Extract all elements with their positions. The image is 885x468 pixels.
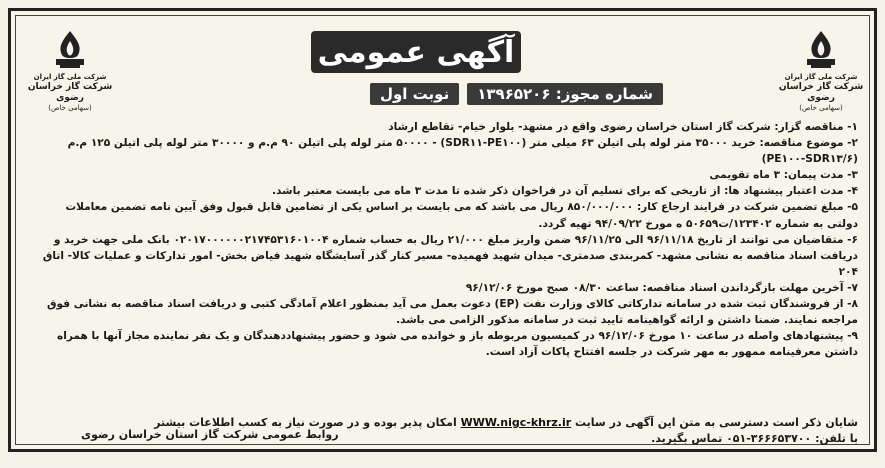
logo-line3: (سهامی خاص) [799, 104, 843, 112]
footer-phone: با تلفن: ۳۶۶۶۵۳۷۰۰-۰۵۱ تماس بگیرید. [651, 432, 858, 445]
logo-line3: (سهامی خاص) [48, 104, 92, 112]
announcement-sheet [8, 8, 877, 452]
item-6: ۶- متقاضیان می توانند از تاریخ ۹۶/۱۱/۱۸ الی ۹۶/۱۱/۲۵ ضمن واریز مبلغ ۲۱/۰۰۰ ریال به حساب شماره ۰۲۰۱۷۰۰۰۰۰۰۲۱۷۴۵۳۱۶۰۱۰۰۴ بانک ملی جهت خرید و دریافت اسناد مناقصه به نشانی مشهد- کمربندی صدمتری- میدان شهید فهمیده- مسیر کنار گذر آسایشگاه شهید فیاض بخش- امور تدارکات و عملیات کالا- اتاق ۲۰۴ [42, 233, 858, 278]
item-9: ۹- پیشنهادهای واصله در ساعت ۱۰ مورخ ۹۶/۱۲/۰۶ در کمیسیون مربوطه باز و خوانده می شود و حضور پیشنهاددهندگان و یک نفر نماینده مجاز آنها با همراه داشتن معرفینامه ممهور به مهر شرکت در جلسه افتتاح پاکات آزاد است. [56, 330, 858, 359]
item-5: ۵- مبلغ تضمین شرکت در فرایند ارجاع کار: ۸۵۰/۰۰۰/۰۰۰ ریال می باشد که می بایست بر اساس یکی از تضامین قابل قبول وفق آیین نامه تضمین معاملات دولتی به شماره ۱۲۳۴۰۲/ت۵۰۶۵۹ ه مورخ ۹۴/۰۹/۲۲ تهیه گردد. [65, 201, 858, 230]
permit-row [283, 81, 663, 107]
title-banner [311, 31, 521, 73]
permit-number: شماره مجوز: ۱۳۹۶۵۲۰۶ [467, 83, 663, 105]
item-4: ۴- مدت اعتبار پیشنهاد ها: از تاریخی که برای تسلیم آن در فراخوان ذکر شده تا مدت ۳ ماه می بایست معتبر باشد. [272, 185, 858, 198]
item-8: ۸- از فروشندگان ثبت شده در سامانه تدارکاتی کالای وزارت نفت (EP) دعوت بعمل می آید بمنظور اعلام آمادگی کتبی و دریافت اسناد مناقصه به نشانی فوق مراجعه نمایند. ضمنا داشتن و ارائه گواهینامه تایید ثبت در سامانه مذکور الزامی می باشد. [47, 298, 858, 327]
gas-flame-logo-icon [799, 27, 843, 71]
gas-flame-logo-icon [48, 27, 92, 71]
logo-line2: شرکت گاز خراسان رضوی [778, 82, 864, 103]
publication-round: نوبت اول [370, 83, 459, 105]
footer-note [81, 415, 858, 447]
item-3: ۳- مدت پیمان: ۳ ماه تقویمی [709, 169, 858, 182]
page-title: آگهی عمومی [317, 34, 515, 70]
company-logo-left [27, 27, 113, 113]
item-7: ۷- آخرین مهلت بازگرداندن اسناد مناقصه: ساعت ۰۸/۳۰ صبح مورخ ۹۶/۱۲/۰۶ [465, 281, 858, 294]
company-logo-right [778, 27, 864, 113]
signature: روابط عمومی شرکت گاز استان خراسان رضوی [81, 428, 339, 441]
logo-line1: شرکت ملی گاز ایران [784, 73, 858, 81]
item-2: ۲- موضوع مناقصه: خرید ۳۵۰۰۰ متر لوله پلی اتیلن ۶۳ میلی متر (SDR۱۱-PE۱۰۰) - ۵۰۰۰۰ متر لوله پلی اتیلن ۹۰ م.م و ۳۰۰۰۰ متر لوله پلی اتیلن ۱۲۵ م.م (PE۱۰۰-SDR۱۳/۶) [67, 137, 858, 166]
logo-line1: شرکت ملی گاز ایران [33, 73, 107, 81]
item-1: ۱- مناقصه گزار: شرکت گاز استان خراسان رضوی واقع در مشهد- بلوار خیام- تقاطع ارشاد [388, 121, 858, 133]
logo-line2: شرکت گاز خراسان رضوی [27, 82, 113, 103]
tender-details [33, 119, 858, 360]
footer-lead: شایان ذکر است دسترسی به متن این آگهی در سایت [575, 416, 858, 429]
footer-tail: امکان پذیر بوده و در صورت نیاز به کسب اطلاعات بیشتر [154, 416, 457, 429]
website-link[interactable]: WWW.nigc-khrz.ir [460, 416, 572, 429]
